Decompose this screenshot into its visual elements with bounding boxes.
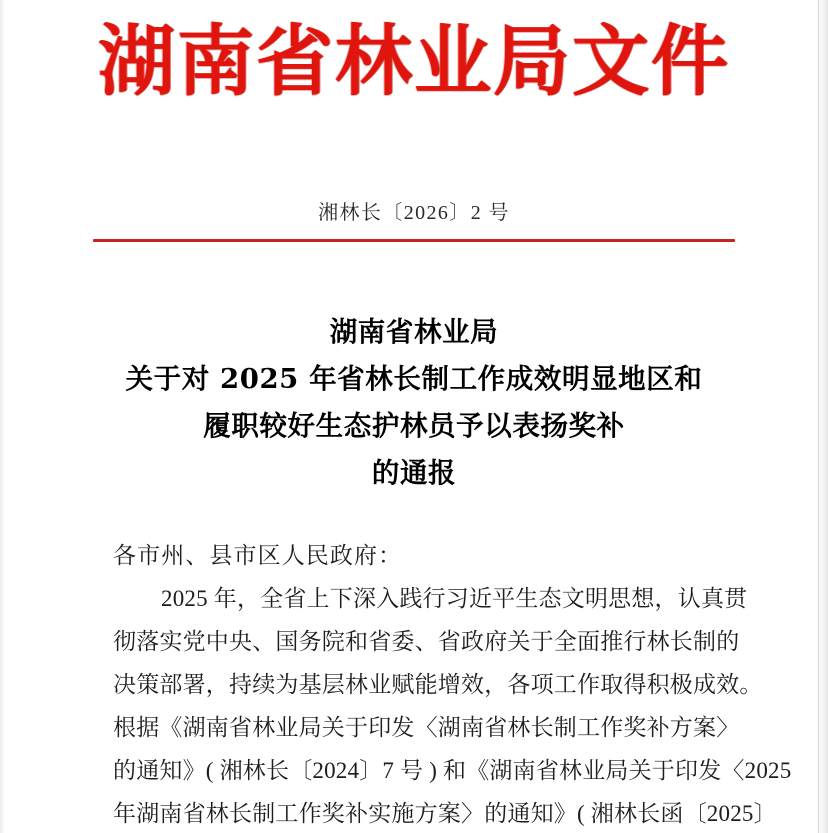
body-line-1: 2025 年，全省上下深入践行习近平生态文明思想，认真贯 [161, 586, 748, 611]
body-salutation: 各市州、县市区人民政府： [113, 543, 403, 568]
title-line-4: 的通报 [371, 457, 457, 489]
body-line-6: 年湖南省林长制工作奖补实施方案〉的通知》( 湘林长函〔2025〕 [113, 801, 777, 826]
title-line-2: 关于对 2025 年省林长制工作成效明显地区和 [125, 363, 703, 395]
page-right-edge-rule [818, 0, 819, 833]
title-line-3: 履职较好生态护林员予以表扬奖补 [203, 410, 625, 442]
body-line-2: 彻落实党中央、国务院和省委、省政府关于全面推行林长制的 [113, 629, 740, 654]
document-serial-number: 湘林长〔2026〕2 号 [318, 202, 510, 224]
masthead-title: 湖南省林业局文件 [98, 17, 730, 107]
title-line-1: 湖南省林业局 [329, 316, 499, 348]
masthead [0, 18, 828, 107]
body-line-3: 决策部署，持续为基层林业赋能增效，各项工作取得积极成效。 [113, 672, 763, 697]
body-line-5: 的通知》( 湘林长〔2024〕7 号 ) 和《湖南省林业局关于印发〈2025 [113, 758, 792, 783]
body-line-4: 根据《湖南省林业局关于印发〈湖南省林长制工作奖补方案〉 [113, 715, 740, 740]
page-left-edge-shading [0, 0, 5, 833]
document-body [113, 535, 792, 833]
document-title-block [70, 309, 758, 497]
red-separator-rule [93, 239, 735, 242]
